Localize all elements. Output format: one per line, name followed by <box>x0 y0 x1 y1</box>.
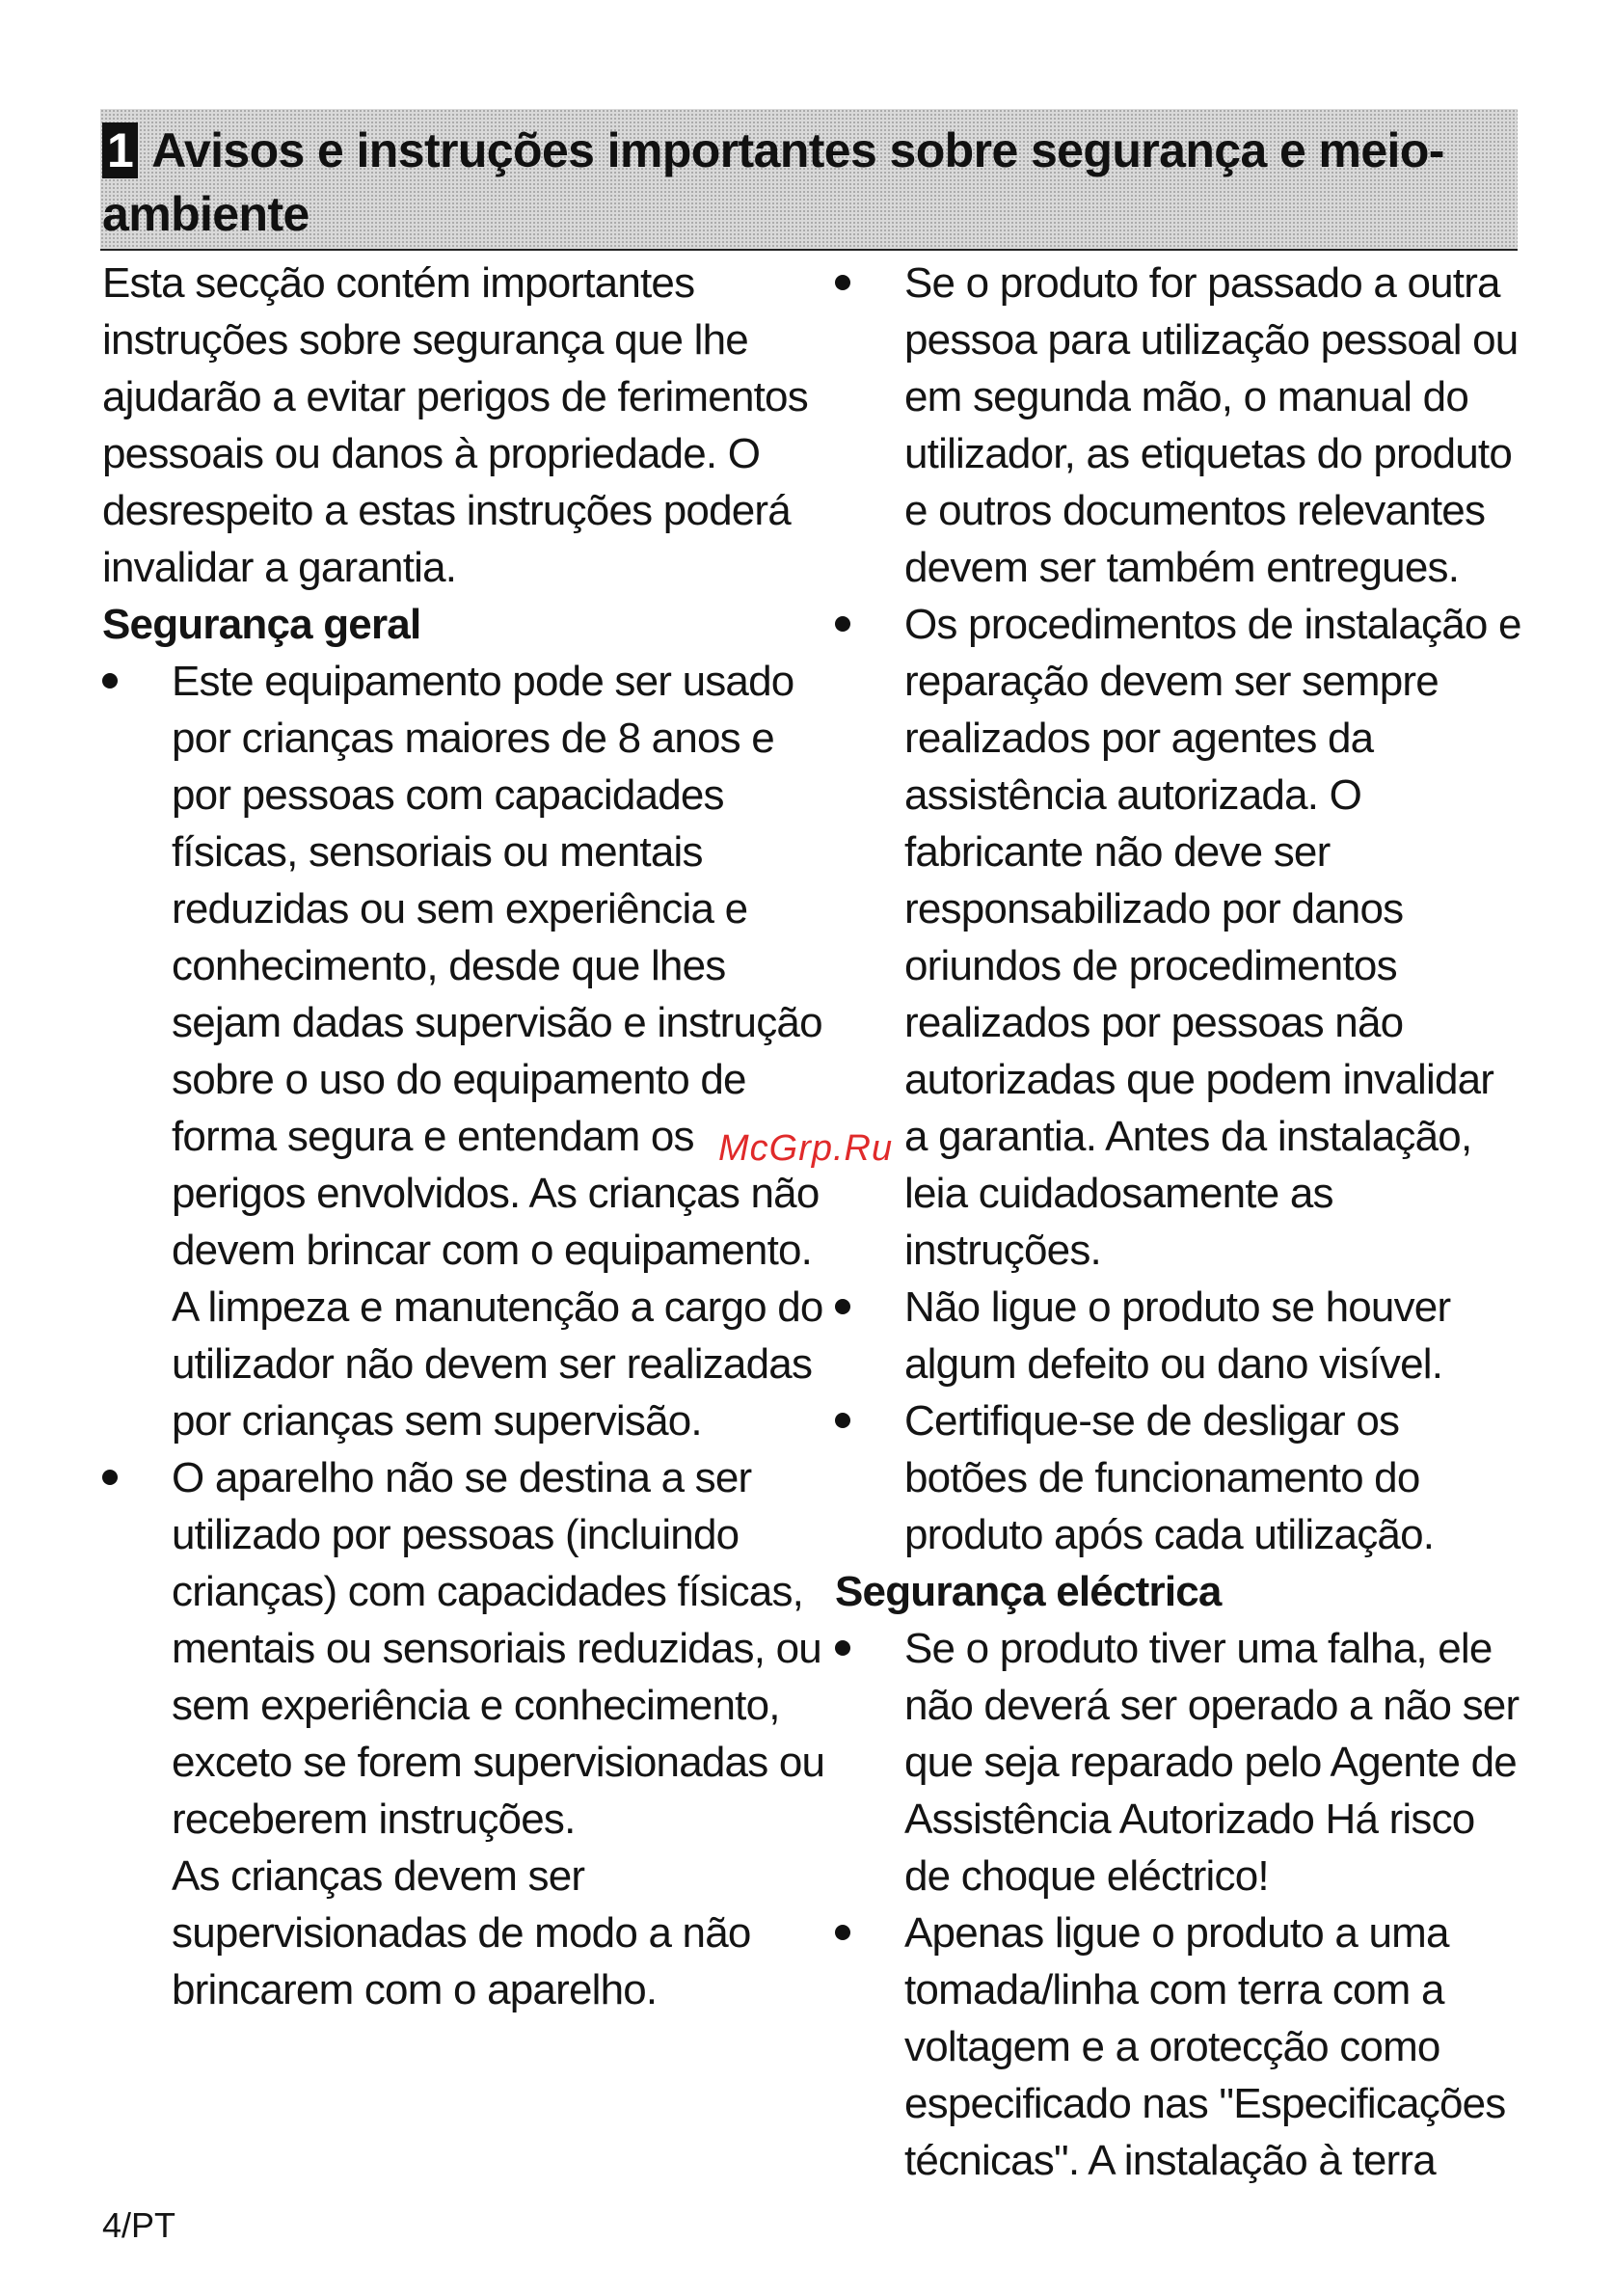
list-item <box>835 1279 1524 1392</box>
page-number: 4/PT <box>102 2205 176 2245</box>
section-title <box>102 119 1491 246</box>
bullet-icon <box>835 1413 850 1428</box>
general-safety-heading: Segurança geral <box>102 601 421 648</box>
section-title-text: Avisos e instruções importantes sobre segurança e meio-ambiente <box>102 123 1444 241</box>
electrical-safety-list <box>835 1620 1524 2189</box>
bullet-icon <box>102 1470 118 1485</box>
bullet-icon <box>835 1299 850 1314</box>
list-item <box>835 596 1524 1279</box>
list-item-text: O aparelho não se destina a ser utilizado por pessoas (incluindo crianças) com capacidades físicas, mentais ou sensoriais reduzidas, ou sem experiência e conhecimento, exceto se forem supervisionadas ou receberem instruções. <box>172 1454 825 1843</box>
list-item <box>835 255 1524 596</box>
list-item-text: Se o produto for passado a outra pessoa para utilização pessoal ou em segunda mão, o manual do utilizador, as etiquetas do produto e outros documentos relevantes devem ser também entregues. <box>904 259 1519 591</box>
list-item-text: Os procedimentos de instalação e reparação devem ser sempre realizados por agentes da assistência autorizada. O fabricante não deve ser responsabilizado por danos oriundos de procedimentos realizados por pessoas não autorizadas que podem invalidar a garantia. Antes da instalação, leia cuidadosamente as instruções. <box>904 601 1521 1274</box>
section-header <box>100 109 1518 251</box>
list-item <box>835 1620 1524 1904</box>
bullet-icon <box>835 275 850 290</box>
list-item-text: Não ligue o produto se houver algum defeito ou dano visível. <box>904 1283 1451 1388</box>
list-item-text: Certifique-se de desligar os botões de funcionamento do produto após cada utilização. <box>904 1397 1435 1558</box>
list-item <box>102 1449 835 2018</box>
list-item-continuation: As crianças devem ser supervisionadas de modo a não brincarem com o aparelho. <box>172 1852 751 2013</box>
electrical-safety-heading: Segurança eléctrica <box>835 1568 1222 1615</box>
list-item-text: Apenas ligue o produto a uma tomada/linha com terra com a voltagem e a orotecção como especificado nas "Especificações técnicas". A instalação à terra <box>904 1909 1506 2184</box>
right-column <box>835 255 1524 2189</box>
bullet-icon <box>835 616 850 632</box>
general-safety-list-continued <box>835 255 1524 1563</box>
list-item-text: Este equipamento pode ser usado por crianças maiores de 8 anos e por pessoas com capacidades físicas, sensoriais ou mentais reduzidas ou sem experiência e conhecimento, desde que lhes sejam dadas supervisão e instrução sobre o uso do equipamento de forma segura e entendam os perigos envolvidos. As crianças não devem brincar com o equipamento. A limpeza e manutenção a cargo do utilizador não devem ser realizadas por crianças sem supervisão. <box>172 658 823 1445</box>
intro-paragraph: Esta secção contém importantes instruções sobre segurança que lhe ajudarão a evitar perigos de ferimentos pessoais ou danos à propriedade. O desrespeito a estas instruções poderá invalidar a garantia. <box>102 259 808 591</box>
bullet-icon <box>835 1640 850 1656</box>
list-item <box>835 1904 1524 2189</box>
section-number: 1 <box>102 122 138 178</box>
watermark: McGrp.Ru <box>718 1128 894 1169</box>
list-item <box>102 653 835 1449</box>
list-item-text: Se o produto tiver uma falha, ele não deverá ser operado a não ser que seja reparado pelo Agente de Assistência Autorizado Há risco de choque eléctrico! <box>904 1625 1520 1900</box>
general-safety-list <box>102 653 835 2018</box>
bullet-icon <box>835 1925 850 1940</box>
bullet-icon <box>102 673 118 689</box>
list-item <box>835 1392 1524 1563</box>
